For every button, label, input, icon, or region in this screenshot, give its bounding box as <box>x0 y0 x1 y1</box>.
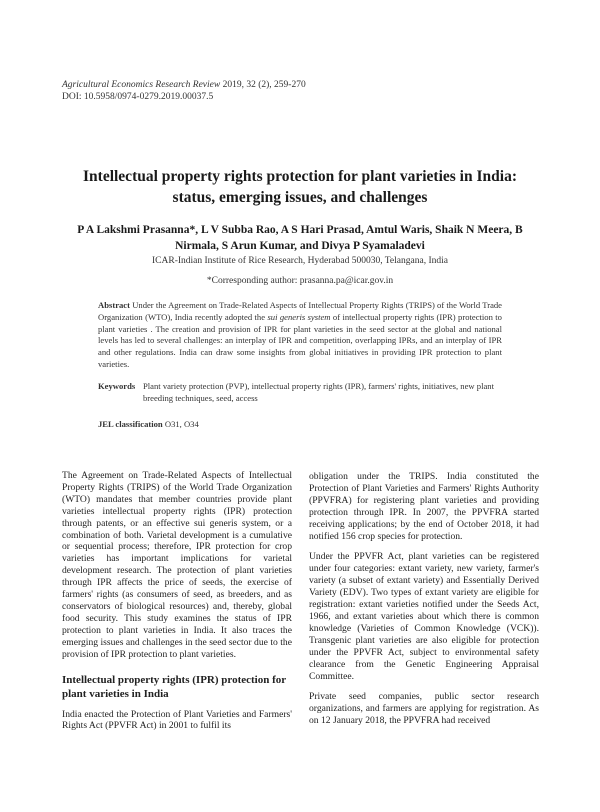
body-paragraph: India enacted the Protection of Plant Varieties and Farmers' Rights Act (PPVFR Act) in 2001 to fulfil its <box>62 708 292 732</box>
keywords <box>98 381 502 405</box>
body-paragraph: Under the PPVFR Act, plant varieties can be registered under four categories: extant variety, new variety, farmer's variety (a subset of extant variety) and Essentially Derived Variety (EDV). Two types of extant variety are eligible for registration: extant varieties notified under the Seeds Act, 1966, and extant varieties about which there is common knowledge (Varieties of Common Knowledge (VCK)). Transgenic plant varieties are also eligible for protection under the PPVFR Act, subject to environmental safety clearance from the Genetic Engineering Appraisal Committee. <box>309 551 539 682</box>
section-heading: Intellectual property rights (IPR) protection for plant varieties in India <box>62 673 286 700</box>
jel-codes: O31, O34 <box>164 419 199 429</box>
abstract-text-2: of intellectual property rights (IPR) protection to plant varieties . The creation and provision of IPR for plant varieties in the seed sector at the global and national levels has led to several challenges: an interplay of IPR and competition, overlapping IPRs, and an interplay of IPR and other regulations. India can draw some insights from global initiatives in providing IPR protection to plant varieties. <box>98 311 502 369</box>
journal-citation: 2019, 32 (2), 259-270 <box>222 80 306 90</box>
journal-header <box>62 79 306 103</box>
body-paragraph: Private seed companies, public sector research organizations, and farmers are applying for registration. As on 12 January 2018, the PPVFRA had received <box>309 691 539 727</box>
body-paragraph: obligation under the TRIPS. India constituted the Protection of Plant Varieties and Farmers' Rights Authority (PPVFRA) for registering plant varieties and providing protection through IPR. In 2007, the PPVFRA started receiving applications; by the end of October 2018, it had notified 156 crop species for protection. <box>309 471 539 542</box>
corresponding-author: *Corresponding author: prasanna.pa@icar.gov.in <box>206 276 394 286</box>
body-paragraph: The Agreement on Trade-Related Aspects of Intellectual Property Rights (TRIPS) of the World Trade Organization (WTO) mandates that member countries provide plant varieties intellectual property rights (IPR) protection through patents, or an effective sui generis system, or a combination of both. Varietal development is a cumulative or sequential process; therefore, IPR protection for crop varieties has important implications for varietal development research. The protection of plant varieties through IPR affects the price of seeds, the exercise of farmers' rights (as consumers of seed, as breeders, and as conservators of biological resources) and, thereby, global food security. This study examines the status of IPR protection to plant varieties in India. It also traces the emerging issues and challenges in the seed sector due to the provision of IPR protection to plant varieties. <box>62 470 292 660</box>
doi: DOI: 10.5958/0974-0279.2019.00037.5 <box>62 92 214 102</box>
jel-label: JEL classification <box>98 419 163 429</box>
abstract <box>98 300 502 371</box>
abstract-italic: sui generis system <box>267 311 331 322</box>
author-list: P A Lakshmi Prasanna*, L V Subba Rao, A S Hari Prasad, Amtul Waris, Shaik N Meera, B Nirmala, S Arun Kumar, and Divya P Syamaladevi <box>77 224 523 252</box>
abstract-text-1: Under the Agreement on Trade-Related Aspects of Intellectual Property Rights (TRIPS) of the World Trade Organization (WTO), India recently adopted the <box>98 300 502 322</box>
right-column <box>309 471 539 736</box>
left-column <box>62 470 292 741</box>
affiliation: ICAR-Indian Institute of Rice Research, Hyderabad 500030, Telangana, India <box>152 256 448 266</box>
abstract-label: Abstract <box>98 300 130 310</box>
keywords-label: Keywords <box>98 381 136 391</box>
keywords-text: Plant variety protection (PVP), intellectual property rights (IPR), farmers' rights, initiatives, new plant breeding techniques, seed, access <box>143 381 494 403</box>
journal-name: Agricultural Economics Research Review <box>62 80 221 90</box>
paper-title: Intellectual property rights protection for plant varieties in India: status, emerging issues, and challenges <box>83 168 517 206</box>
jel-classification <box>98 419 199 429</box>
